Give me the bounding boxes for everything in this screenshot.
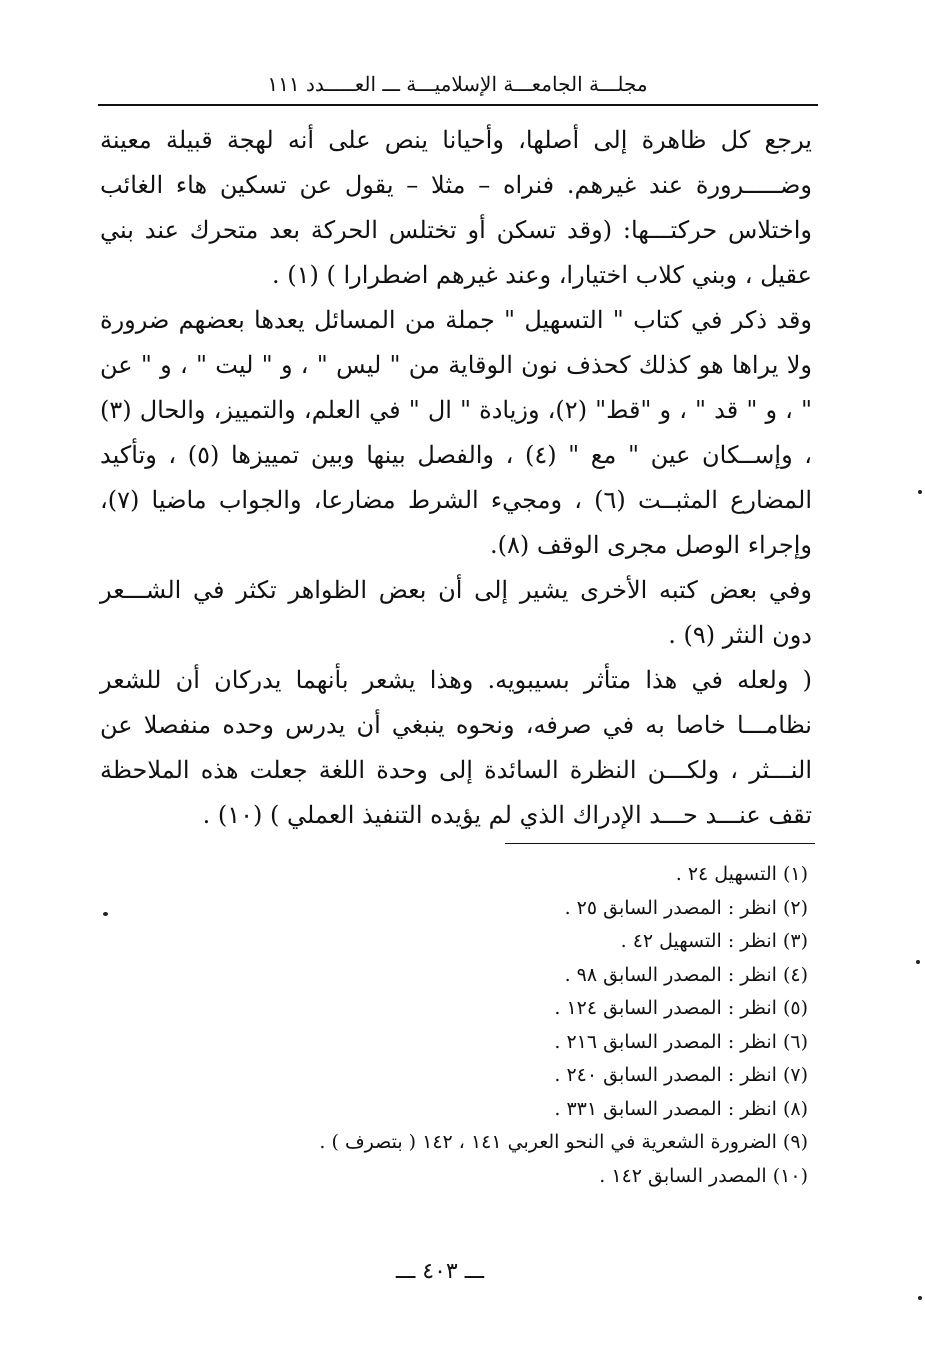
scan-speck	[916, 960, 920, 964]
page-number: ـــ ٤٠٣ ـــ	[395, 1259, 485, 1284]
footnote-6: (٦) انظر : المصدر السابق ٢١٦ .	[554, 1030, 808, 1053]
footnote-7: (٧) انظر : المصدر السابق ٢٤٠ .	[554, 1064, 808, 1086]
paragraph-4: ( ولعله في هذا متأثر بسيبويه. وهذا يشعر بأنهما يدركان أن للشعر نظامـــا خاصا به في صرفه، ونحوه ينبغي أن يدرس وحده منفصلا عن النـــثر ، ولكـــن النظرة السائدة إلى وحدة اللغة جعلت هذه الملاحظة تقف عنـــد حـــد الإدراك الذي لم يؤيده التنفيذ العملي ) (١٠) .	[100, 666, 812, 829]
footnote-9: (٩) الضرورة الشعرية في النحو العربي ١٤١ ، ١٤٢ ( بتصرف ) .	[319, 1131, 808, 1153]
footnote-3: (٣) انظر : التسهيل ٤٢ .	[620, 930, 808, 952]
footnote-rule	[505, 843, 815, 844]
scan-speck	[103, 912, 108, 916]
running-header: مجلـــة الجامعـــة الإسلاميـــة ـــ العـــــدد ١١١	[267, 72, 648, 96]
paragraph-3: وفي بعض كتبه الأخرى يشير إلى أن بعض الظواهر تكثر في الشـــعر دون النثر (٩) .	[100, 576, 812, 649]
footnote-1: (١) التسهيل ٢٤ .	[675, 863, 808, 885]
footnote-2: (٢) انظر : المصدر السابق ٢٥ .	[564, 896, 808, 919]
paragraph-1: يرجع كل ظاهرة إلى أصلها، وأحيانا ينص على أنه لهجة قبيلة معينة وضـــــرورة عند غيرهم. فنراه – مثلا – يقول عن تسكين هاء الغائب واختلاس حركتـــها: (وقد تسكن أو تختلس الحركة بعد متحرك عند بني عقيل ، وبني كلاب اختيارا، وعند غيرهم اضطرارا ) (١) .	[100, 126, 812, 289]
footnote-4: (٤) انظر : المصدر السابق ٩٨ .	[564, 963, 808, 986]
header-rule	[98, 104, 818, 106]
footnote-5: (٥) انظر : المصدر السابق ١٢٤ .	[554, 997, 808, 1019]
footnote-8: (٨) انظر : المصدر السابق ٣٣١ .	[554, 1097, 808, 1120]
scan-speck	[918, 1296, 922, 1300]
footnote-10: (١٠) المصدر السابق ١٤٢ .	[599, 1164, 808, 1187]
scan-speck	[918, 490, 922, 494]
footnotes-list	[260, 858, 808, 1193]
body-text	[100, 118, 812, 838]
paragraph-2: وقد ذكر في كتاب " التسهيل " جملة من المسائل يعدها بعضهم ضرورة ولا يراها هو كذلك كحذف نون الوقاية من " ليس " ، و " ليت " ، و " عن " ، و " قد " ، و "قط" (٢)، وزيادة " ال " في العلم، والتمييز، والحال (٣) ، وإســكان عين " مع " (٤) ، والفصل بينها وبين تمييزها (٥) ، وتأكيد المضارع المثبــت (٦) ، ومجيء الشرط مضارعا، والجواب ماضيا (٧)، وإجراء الوصل مجرى الوقف (٨).	[100, 306, 813, 559]
